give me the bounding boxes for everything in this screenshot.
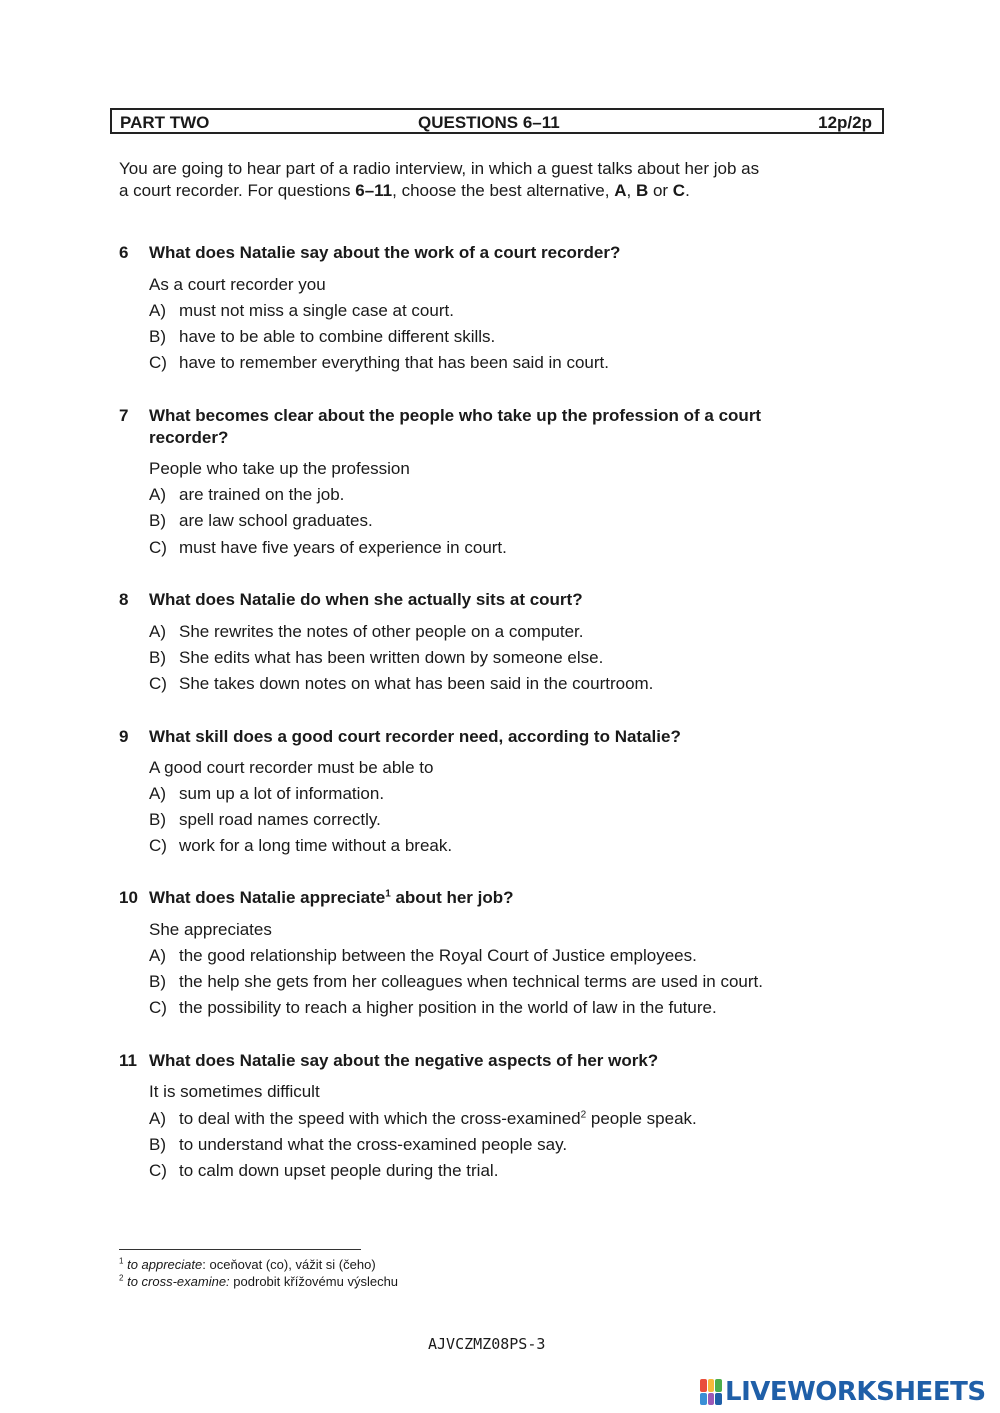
document-code: AJVCZMZ08PS-3 bbox=[428, 1335, 546, 1353]
question-11-option-a[interactable]: A) to deal with the speed with which the cross-examined$^2$ people speak. bbox=[149, 1109, 697, 1128]
question-10-option-b[interactable]: B) the help she gets from her colleagues when technical terms are used in court. bbox=[149, 972, 763, 991]
question-text: What skill does a good court recorder need, according to Natalie? bbox=[149, 727, 681, 746]
question-9-stem: A good court recorder must be able to bbox=[149, 758, 434, 777]
part-label: PART TWO bbox=[120, 113, 210, 132]
question-7-option-c[interactable]: C) must have five years of experience in court. bbox=[149, 538, 507, 557]
footnote-ref-2: 2 bbox=[580, 1109, 587, 1121]
question-8-option-c[interactable]: C) She takes down notes on what has been said in the courtroom. bbox=[149, 674, 654, 693]
question-10-stem: She appreciates bbox=[149, 920, 272, 939]
question-9-option-a[interactable]: A) sum up a lot of information. bbox=[149, 784, 385, 803]
question-8-option-b[interactable]: B) She edits what has been written down by someone else. bbox=[149, 648, 604, 667]
question-number: 10 bbox=[119, 888, 138, 907]
footnote-ref-1: 1 bbox=[385, 888, 391, 900]
question-number: 6 bbox=[119, 243, 129, 262]
question-11-option-b[interactable]: B) to understand what the cross-examined people say. bbox=[149, 1135, 568, 1154]
question-7-stem: People who take up the profession bbox=[149, 459, 410, 478]
logo-grid-icon bbox=[700, 1379, 722, 1405]
question-8-option-a[interactable]: A) She rewrites the notes of other people on a computer. bbox=[149, 622, 584, 641]
instructions-line-1: You are going to hear part of a radio interview, in which a guest talks about her job as bbox=[119, 159, 760, 178]
question-number: 9 bbox=[119, 727, 129, 746]
question-11-stem: It is sometimes difficult bbox=[149, 1082, 320, 1101]
instructions-line-2: a court recorder. For questions 6–11, choose the best alternative, A, B or C. bbox=[119, 181, 690, 200]
question-7-option-a[interactable]: A) are trained on the job. bbox=[149, 485, 345, 504]
question-text: What does Natalie appreciate$^1$ about her job? bbox=[149, 888, 514, 907]
footnote-divider bbox=[119, 1249, 361, 1250]
question-6-option-a[interactable]: A) must not miss a single case at court. bbox=[149, 301, 454, 320]
liveworksheets-logo[interactable] bbox=[700, 1377, 986, 1407]
questions-range: QUESTIONS 6–11 bbox=[418, 113, 560, 132]
question-number: 11 bbox=[119, 1051, 137, 1070]
footnote-1: $^1$ to appreciate: oceňovat (co), vážit si (čeho) bbox=[119, 1256, 376, 1272]
footnote-2: $^2$ to cross-examine: podrobit křížovému výslechu bbox=[119, 1273, 399, 1289]
question-text: What does Natalie say about the negative aspects of her work? bbox=[149, 1051, 659, 1070]
part-header bbox=[110, 108, 884, 134]
question-7-option-b[interactable]: B) are law school graduates. bbox=[149, 511, 373, 530]
question-9-option-c[interactable]: C) work for a long time without a break. bbox=[149, 836, 453, 855]
logo-text: LIVEWORKSHEETS bbox=[725, 1377, 986, 1407]
question-number: 7 bbox=[119, 406, 129, 425]
question-11-option-c[interactable]: C) to calm down upset people during the trial. bbox=[149, 1161, 499, 1180]
question-text: What does Natalie say about the work of a court recorder? bbox=[149, 243, 621, 262]
question-9-option-b[interactable]: B) spell road names correctly. bbox=[149, 810, 381, 829]
points-label: 12p/2p bbox=[818, 113, 872, 132]
question-6-stem: As a court recorder you bbox=[149, 275, 326, 294]
question-10-option-c[interactable]: C) the possibility to reach a higher position in the world of law in the future. bbox=[149, 998, 717, 1017]
question-6-option-b[interactable]: B) have to be able to combine different skills. bbox=[149, 327, 496, 346]
question-10-option-a[interactable]: A) the good relationship between the Royal Court of Justice employees. bbox=[149, 946, 697, 965]
question-6-option-c[interactable]: C) have to remember everything that has been said in court. bbox=[149, 353, 609, 372]
question-text: What becomes clear about the people who take up the profession of a court recorder? bbox=[149, 406, 762, 447]
instructions bbox=[119, 158, 849, 202]
question-text: What does Natalie do when she actually sits at court? bbox=[149, 590, 583, 609]
question-number: 8 bbox=[119, 590, 129, 609]
